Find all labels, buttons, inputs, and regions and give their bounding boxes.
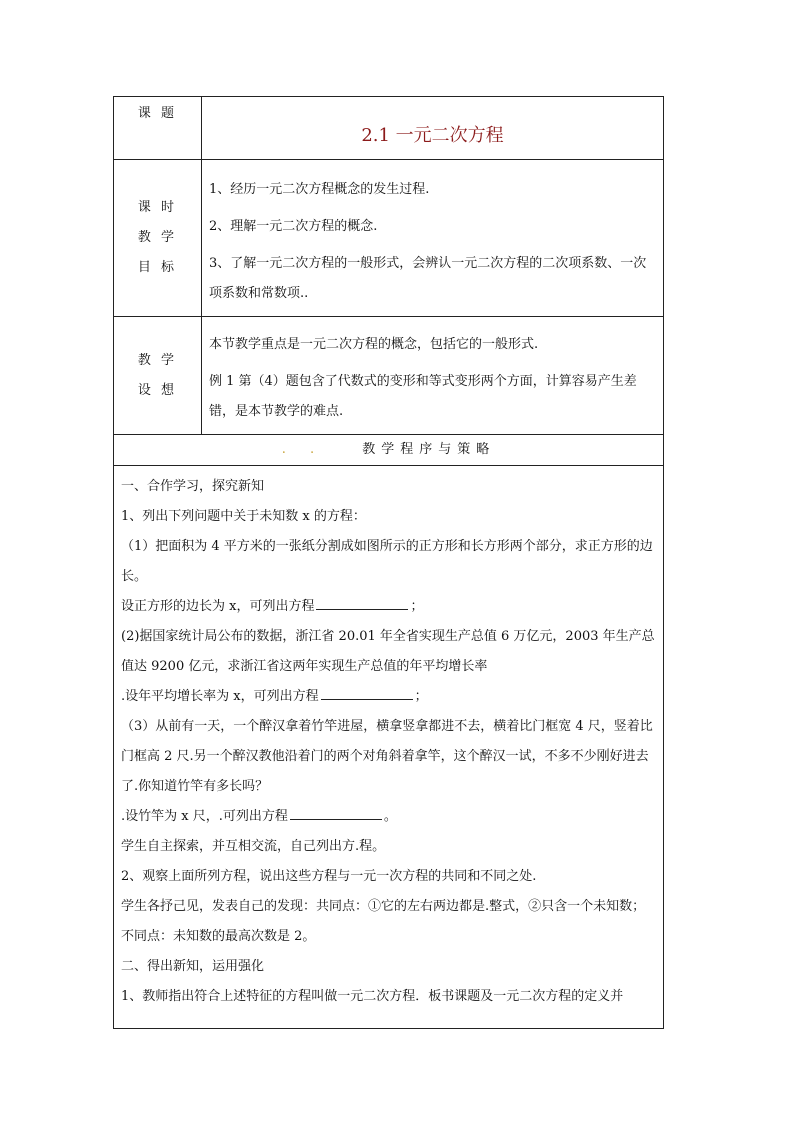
- section-heading-cell: [114, 435, 664, 466]
- body-problem-2: (2)据国家统计局公布的数据，浙江省 20.01 年全省实现生产总值 6 万亿元，2003 年生产总值达 9200 亿元，求浙江省这两年实现生产总值的年平均增长率: [121, 629, 655, 674]
- body-heading-2: 二、得出新知，运用强化: [121, 959, 265, 974]
- body-problem-3: （3）从前有一天，一个醉汉拿着竹竿进屋，横拿竖拿都进不去，横着比门框宽 4 尺，竖着比门框高 2 尺.另一个醉汉教他沿着门的两个对角斜着拿竿，这个醉汉一试，不多不少刚好进去了.你知道竹竿有多长吗？: [121, 719, 653, 794]
- row-design: [114, 317, 664, 435]
- body-student-work: 学生自主探索，并互相交流，自己列出方.程。: [121, 839, 386, 854]
- answer-1-text: 设正方形的边长为 x，可列出方程: [121, 599, 315, 614]
- row-goals: [114, 160, 664, 317]
- body-heading-1: 一、合作学习，探究新知: [121, 479, 265, 494]
- answer-3-end: 。: [383, 809, 397, 824]
- design-label-cell: [114, 317, 202, 435]
- body-problem-1: （1）把面积为 4 平方米的一张纸分割成如图所示的正方形和长方形两个部分，求正方形的边长。: [121, 539, 653, 584]
- topic-label-cell: [114, 97, 202, 160]
- body-findings: 学生各抒己见，发表自己的发现：共同点：①它的左右两边都是.整式，②只含一个未知数；不同点：未知数的最高次数是 2。: [121, 899, 646, 944]
- body-observe: 2、观察上面所列方程，说出这些方程与一元一次方程的共同和不同之处.: [121, 869, 537, 884]
- design-paragraph-2: 例 1 第（4）题包含了代数式的变形和等式变形两个方面，计算容易产生差错，是本节教学的难点.: [209, 374, 637, 419]
- design-paragraph-1: 本节教学重点是一元二次方程的概念，包括它的一般形式.: [209, 337, 539, 352]
- body-teacher-note: 1、教师指出符合上述特征的方程叫做一元二次方程．板书课题及一元二次方程的定义并: [121, 989, 624, 1004]
- goals-label-line-2: 教 学: [137, 230, 178, 245]
- body-answer-1: [121, 592, 657, 622]
- topic-value-cell: [202, 97, 664, 160]
- lesson-title: 2.1 一元二次方程: [361, 125, 504, 146]
- body-cell: [114, 466, 664, 1029]
- goals-label-line-1: 课 时: [137, 200, 178, 215]
- design-label-line-1: 教 学: [137, 352, 178, 368]
- answer-2-blank[interactable]: [321, 687, 413, 700]
- goal-item-3: 3、了解一元二次方程的一般形式，会辨认一元二次方程的二次项系数、一次项系数和常数项..: [209, 256, 647, 301]
- body-answer-2: [121, 682, 657, 712]
- section-heading: 教学程序与策略: [362, 442, 496, 457]
- answer-1-blank[interactable]: [316, 597, 408, 610]
- topic-label: 课 题: [137, 106, 178, 121]
- goal-item-1: 1、经历一元二次方程概念的发生过程.: [209, 182, 430, 197]
- heading-dots: . .: [281, 442, 325, 457]
- goals-content-cell: [202, 160, 664, 317]
- row-section-heading: [114, 435, 664, 466]
- design-label-line-2: 设 想: [137, 382, 178, 398]
- design-content-cell: [202, 317, 664, 435]
- goal-item-2: 2、理解一元二次方程的概念.: [209, 219, 378, 234]
- answer-1-end: ；: [410, 599, 424, 614]
- body-question-intro: 1、列出下列问题中关于未知数 x 的方程：: [121, 509, 366, 524]
- answer-2-end: ；: [414, 689, 428, 704]
- lesson-plan-table: [113, 96, 664, 1029]
- answer-3-blank[interactable]: [290, 807, 382, 820]
- row-body: [114, 466, 664, 1029]
- body-answer-3: [121, 802, 657, 832]
- lesson-plan-sheet: [113, 96, 664, 1029]
- answer-2-text: .设年平均增长率为 x，可列出方程: [121, 689, 319, 704]
- goals-label-cell: [114, 160, 202, 317]
- answer-3-text: .设竹竿为 x 尺，.可列出方程: [121, 809, 288, 824]
- goals-label-line-3: 目 标: [137, 260, 178, 275]
- row-topic: [114, 97, 664, 160]
